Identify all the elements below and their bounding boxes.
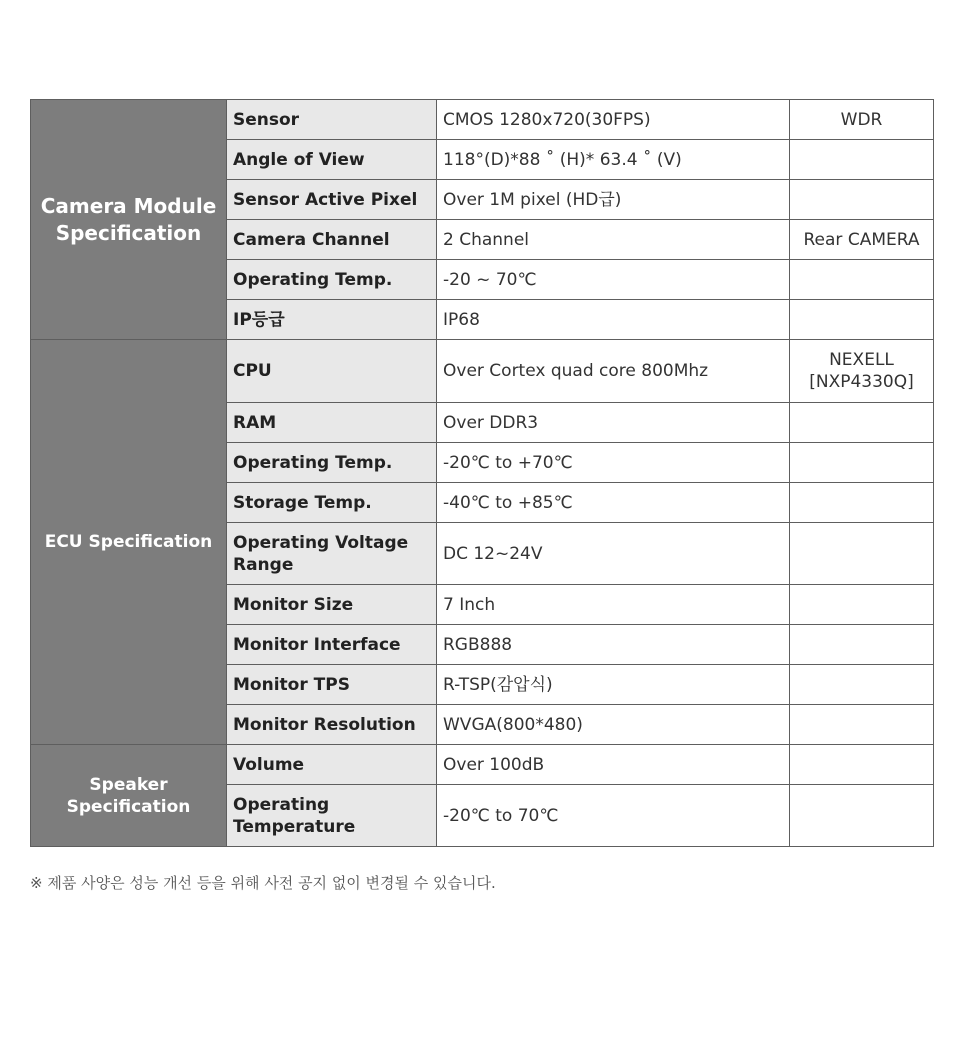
spec-label: Camera Channel (227, 220, 437, 260)
spec-note: WDR (790, 100, 934, 140)
spec-table (30, 99, 934, 847)
spec-value: -40℃ to +85℃ (437, 483, 790, 523)
spec-value: 7 Inch (437, 585, 790, 625)
spec-note (790, 443, 934, 483)
spec-label: CPU (227, 340, 437, 403)
spec-value: DC 12~24V (437, 523, 790, 585)
spec-note (790, 180, 934, 220)
spec-label: RAM (227, 403, 437, 443)
spec-label: IP등급 (227, 300, 437, 340)
spec-value: Over 1M pixel (HD급) (437, 180, 790, 220)
spec-value: CMOS 1280x720(30FPS) (437, 100, 790, 140)
spec-value: -20℃ to 70℃ (437, 785, 790, 847)
spec-label: Operating Temperature (227, 785, 437, 847)
spec-label: Monitor Resolution (227, 705, 437, 745)
spec-label: Operating Voltage Range (227, 523, 437, 585)
spec-value: 2 Channel (437, 220, 790, 260)
spec-label: Operating Temp. (227, 260, 437, 300)
spec-note: Rear CAMERA (790, 220, 934, 260)
table-row (31, 100, 934, 140)
spec-note: NEXELL [NXP4330Q] (790, 340, 934, 403)
spec-value: -20 ~ 70℃ (437, 260, 790, 300)
table-row (31, 745, 934, 785)
spec-note (790, 403, 934, 443)
table-row (31, 340, 934, 403)
spec-label: Monitor Size (227, 585, 437, 625)
spec-label: Storage Temp. (227, 483, 437, 523)
spec-note (790, 523, 934, 585)
spec-note (790, 745, 934, 785)
spec-label: Sensor Active Pixel (227, 180, 437, 220)
spec-value: 118°(D)*88 ˚ (H)* 63.4 ˚ (V) (437, 140, 790, 180)
spec-note (790, 705, 934, 745)
spec-label: Sensor (227, 100, 437, 140)
spec-note (790, 665, 934, 705)
group-camera-module: Camera Module Specification (31, 100, 227, 340)
spec-value: R-TSP(감압식) (437, 665, 790, 705)
spec-label: Angle of View (227, 140, 437, 180)
spec-value: Over 100dB (437, 745, 790, 785)
spec-note (790, 625, 934, 665)
spec-value: WVGA(800*480) (437, 705, 790, 745)
spec-label: Volume (227, 745, 437, 785)
spec-value: Over Cortex quad core 800Mhz (437, 340, 790, 403)
spec-note (790, 300, 934, 340)
spec-label: Operating Temp. (227, 443, 437, 483)
spec-note (790, 585, 934, 625)
spec-note (790, 785, 934, 847)
spec-value: -20℃ to +70℃ (437, 443, 790, 483)
spec-value: IP68 (437, 300, 790, 340)
footnote: ※ 제품 사양은 성능 개선 등을 위해 사전 공지 없이 변경될 수 있습니다. (30, 874, 496, 892)
spec-value: Over DDR3 (437, 403, 790, 443)
group-ecu: ECU Specification (31, 340, 227, 745)
spec-label: Monitor TPS (227, 665, 437, 705)
group-speaker: Speaker Specification (31, 745, 227, 847)
spec-label: Monitor Interface (227, 625, 437, 665)
spec-note (790, 260, 934, 300)
spec-note (790, 483, 934, 523)
spec-value: RGB888 (437, 625, 790, 665)
spec-note (790, 140, 934, 180)
